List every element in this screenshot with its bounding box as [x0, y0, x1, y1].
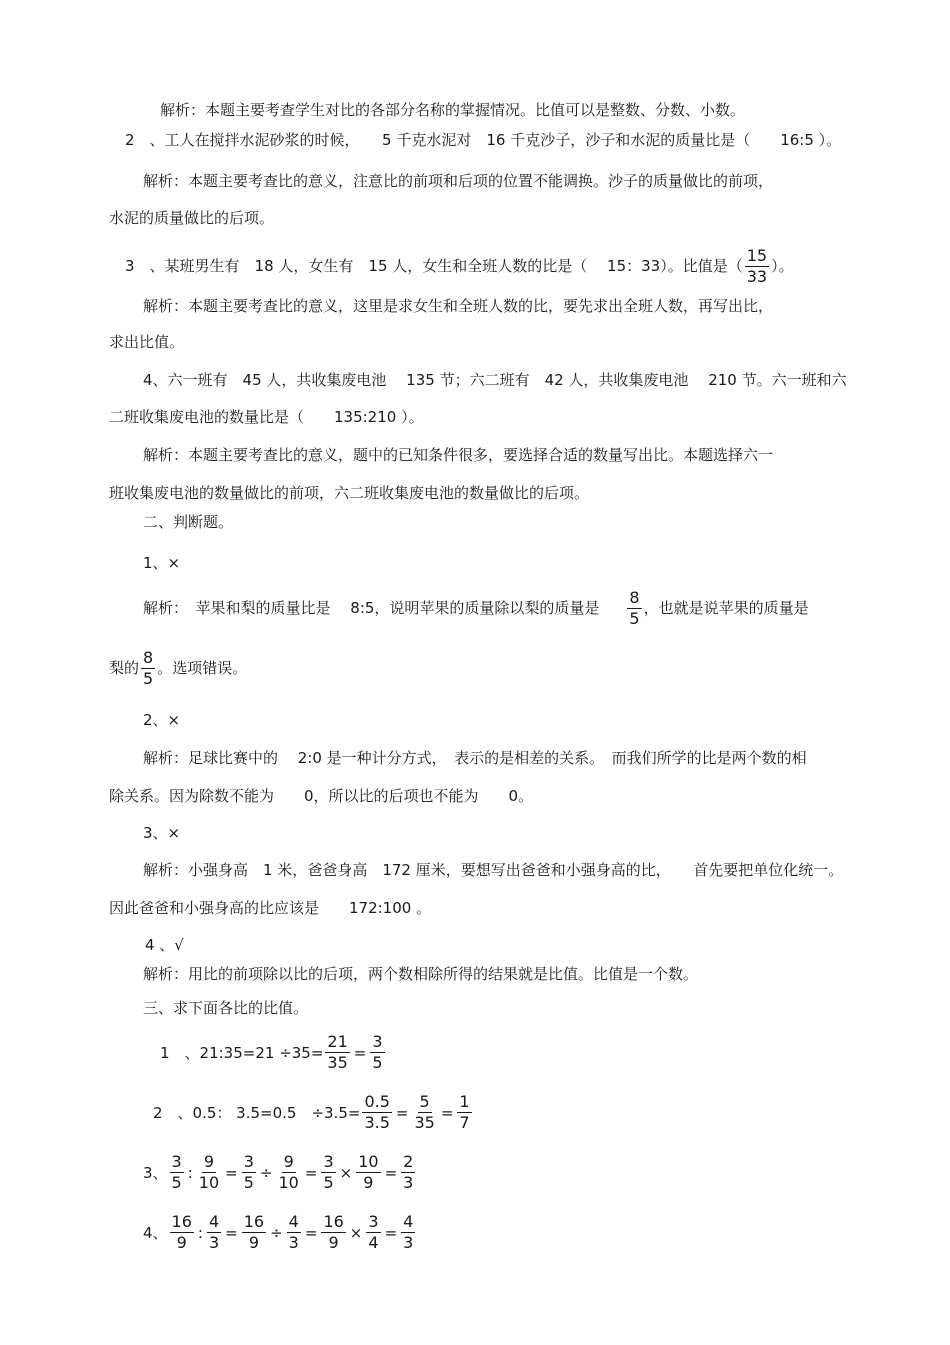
judge-4-answer: 4 、√ — [145, 936, 184, 954]
denominator: 5 — [323, 1173, 334, 1192]
fraction — [170, 1152, 184, 1193]
ratio-calc-1-terms — [323, 1032, 386, 1072]
numerator: 4 — [288, 1212, 299, 1231]
numerator: 8 — [629, 588, 640, 607]
denominator: 9 — [248, 1233, 259, 1252]
operator: = — [353, 1043, 367, 1062]
analysis-4: 解析：本题主要考查比的意义，题中的已知条件很多，要选择合适的数量写出比。本题选择六一 — [143, 446, 774, 464]
question-3 — [125, 244, 794, 288]
numerator: 3 — [368, 1212, 379, 1231]
fraction — [325, 1032, 349, 1073]
fraction — [401, 1212, 415, 1253]
numerator: 16 — [243, 1212, 265, 1231]
denominator: 5 — [171, 1173, 182, 1192]
analysis-3-cont: 求出比值。 — [109, 333, 185, 351]
denominator: 35 — [327, 1053, 348, 1072]
operator: = — [225, 1223, 238, 1242]
analysis-3: 解析：本题主要考查比的意义，这里是求女生和全班人数的比，要先求出全班人数，再写出比， — [143, 297, 774, 315]
section-3-heading: 三、求下面各比的比值。 — [143, 999, 309, 1017]
operator: ÷ — [259, 1163, 273, 1182]
fraction — [321, 1152, 335, 1193]
numerator: 2 — [403, 1152, 414, 1171]
fraction — [457, 1092, 471, 1133]
operator: = — [384, 1223, 398, 1242]
denominator: 3 — [208, 1233, 220, 1252]
numerator: 8 — [143, 648, 154, 667]
denominator: 5 — [629, 609, 640, 628]
operator: = — [440, 1103, 454, 1122]
numerator: 4 — [208, 1212, 220, 1231]
ratio-calc-1 — [160, 1032, 387, 1073]
ratio-calc-4 — [143, 1212, 417, 1253]
fraction — [366, 1212, 380, 1253]
analysis-2: 解析：本题主要考查比的意义，注意比的前项和后项的位置不能调换。沙子的质量做比的前项， — [143, 172, 774, 190]
numerator: 5 — [419, 1092, 430, 1111]
fraction — [356, 1152, 380, 1193]
ratio-calc-3 — [143, 1152, 417, 1193]
judge-4-analysis: 解析：用比的前项除以比的后项，两个数相除所得的结果就是比值。比值是一个数。 — [143, 965, 699, 983]
ratio-calc-3-terms — [168, 1152, 418, 1192]
operator: × — [339, 1163, 353, 1182]
denominator: 3 — [403, 1173, 414, 1192]
numerator: 9 — [283, 1152, 294, 1171]
numerator: 10 — [358, 1152, 379, 1171]
question-3-end: ）。 — [771, 257, 794, 275]
ratio-calc-2 — [153, 1092, 474, 1133]
denominator: 10 — [278, 1173, 299, 1192]
fraction-8-5 — [627, 588, 641, 629]
fraction — [197, 1152, 221, 1193]
numerator: 16 — [171, 1212, 192, 1231]
judge-2-answer: 2、× — [143, 711, 181, 729]
fraction — [321, 1212, 345, 1253]
fraction-15-33 — [745, 246, 769, 287]
fraction — [170, 1212, 194, 1253]
fraction-8-5 — [141, 648, 155, 689]
operator: × — [349, 1223, 363, 1242]
judge-3-analysis: 解析：小强身高 1 米，爸爸身高 172 厘米，要想写出爸爸和小强身高的比， 首先要把单位化统一。 — [143, 861, 844, 879]
analysis-2-cont: 水泥的质量做比的后项。 — [109, 209, 275, 227]
denominator: 5 — [372, 1053, 383, 1072]
denominator: 5 — [143, 669, 154, 688]
numerator: 9 — [203, 1152, 215, 1171]
judge-2-analysis-cont: 除关系。因为除数不能为 0，所以比的后项也不能为 0。 — [109, 787, 534, 805]
judge-1-analysis-cont — [109, 646, 247, 690]
fraction — [412, 1092, 436, 1133]
operator: ÷ — [270, 1223, 283, 1242]
denominator: 3 — [288, 1233, 299, 1252]
denominator: 3 — [403, 1233, 414, 1252]
question-2: 2 、工人在搅拌水泥砂浆的时候， 5 千克水泥对 16 千克沙子，沙子和水泥的质量比是（ 16:5 ）。 — [125, 131, 842, 149]
denominator: 5 — [243, 1173, 254, 1192]
judge-1-answer: 1、× — [143, 554, 181, 572]
denominator: 3.5 — [364, 1113, 390, 1132]
ratio-calc-1-lead: 1 、21:35=21 ÷35= — [160, 1044, 324, 1062]
analysis-4-cont: 班收集废电池的数量做比的前项，六二班收集废电池的数量做比的后项。 — [109, 484, 590, 502]
denominator: 9 — [363, 1173, 374, 1192]
ratio-calc-4-lead: 4、 — [143, 1224, 168, 1242]
denominator: 4 — [368, 1233, 379, 1252]
ratio-calc-2-lead: 2 、0.5： 3.5=0.5 ÷3.5= — [153, 1104, 361, 1122]
denominator: 9 — [176, 1233, 187, 1252]
fraction — [277, 1152, 301, 1193]
numerator: 3 — [372, 1032, 383, 1051]
denominator: 33 — [746, 267, 768, 286]
judge-1-cont-end: 。选项错误。 — [157, 659, 248, 677]
ratio-calc-4-terms — [168, 1212, 418, 1252]
analysis-1: 解析：本题主要考查学生对比的各部分名称的掌握情况。比值可以是整数、分数、小数。 — [160, 101, 746, 119]
numerator: 3 — [171, 1152, 182, 1171]
operator: : — [197, 1223, 203, 1242]
question-3-text: 3 、某班男生有 18 人，女生有 15 人，女生和全班人数的比是（ 15：33）。比值是（ — [125, 257, 743, 275]
denominator: 35 — [414, 1113, 435, 1132]
ratio-calc-2-terms — [360, 1092, 473, 1132]
question-4-cont: 二班收集废电池的数量比是（ 135:210 ）。 — [109, 408, 424, 426]
fraction — [207, 1212, 221, 1253]
numerator: 1 — [459, 1092, 470, 1111]
operator: = — [304, 1223, 318, 1242]
denominator: 7 — [459, 1113, 470, 1132]
judge-1-cont-text: 梨的 — [109, 659, 140, 677]
operator: = — [304, 1163, 318, 1182]
numerator: 0.5 — [364, 1092, 390, 1111]
fraction — [242, 1152, 256, 1193]
operator: = — [225, 1163, 238, 1182]
judge-1-text: 解析： 苹果和梨的质量比是 8:5，说明苹果的质量除以梨的质量是 — [143, 599, 600, 617]
operator: : — [187, 1163, 193, 1182]
numerator: 4 — [403, 1212, 414, 1231]
judge-1-text-end: ，也就是说苹果的质量是 — [643, 599, 809, 617]
numerator: 15 — [746, 246, 768, 265]
denominator: 9 — [328, 1233, 339, 1252]
fraction — [401, 1152, 415, 1193]
judge-3-analysis-cont: 因此爸爸和小强身高的比应该是 172:100 。 — [109, 899, 432, 917]
operator: = — [395, 1103, 409, 1122]
numerator: 16 — [323, 1212, 344, 1231]
judge-1-analysis — [143, 586, 809, 630]
fraction — [362, 1092, 391, 1133]
operator: = — [384, 1163, 398, 1182]
fraction — [287, 1212, 301, 1253]
question-4: 4、六一班有 45 人，共收集废电池 135 节；六二班有 42 人，共收集废电池 210 节。六一班和六 — [143, 371, 847, 389]
ratio-calc-3-lead: 3、 — [143, 1164, 168, 1182]
judge-2-analysis: 解析：足球比赛中的 2:0 是一种计分方式， 表示的是相差的关系。 而我们所学的比是两个数的相 — [143, 749, 807, 767]
judge-3-answer: 3、× — [143, 824, 181, 842]
denominator: 10 — [198, 1173, 220, 1192]
fraction — [242, 1212, 266, 1253]
numerator: 3 — [243, 1152, 254, 1171]
section-2-heading: 二、判断题。 — [143, 513, 234, 531]
numerator: 3 — [323, 1152, 334, 1171]
numerator: 21 — [327, 1032, 348, 1051]
fraction — [370, 1032, 384, 1073]
